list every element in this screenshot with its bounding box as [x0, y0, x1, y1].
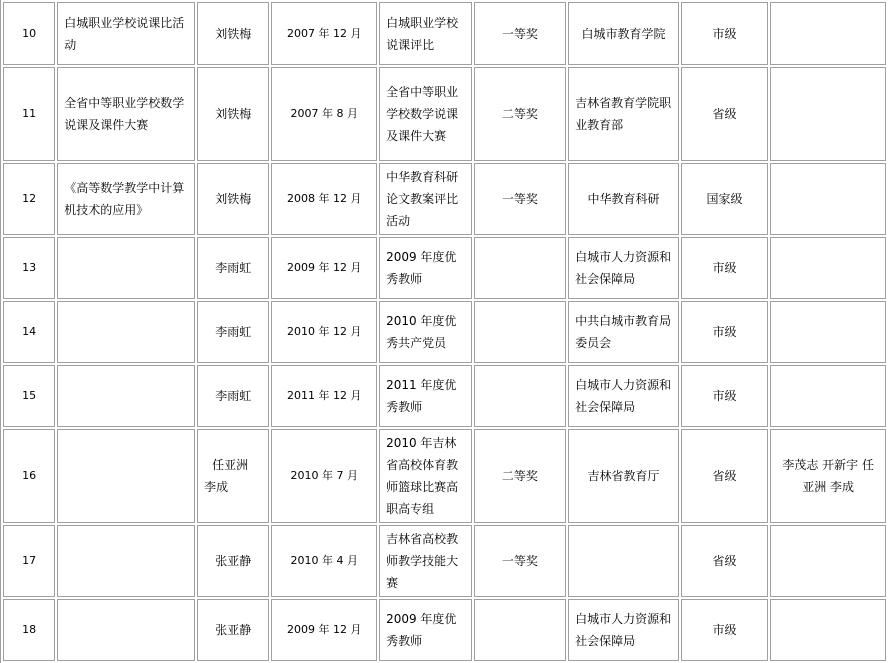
row-number: 16 [3, 429, 55, 523]
activity-cell [57, 237, 195, 299]
table-row [3, 237, 886, 299]
person-cell: 李雨虹 [197, 301, 269, 363]
level-cell: 市级 [681, 237, 769, 299]
activity-cell: 白城职业学校说课比活动 [57, 2, 195, 65]
person-cell [197, 429, 269, 523]
person-cell: 张亚静 [197, 525, 269, 597]
date-cell: 2009 年 12 月 [271, 599, 377, 661]
person-cell: 刘铁梅 [197, 67, 269, 161]
person-cell: 李雨虹 [197, 365, 269, 427]
table-row [3, 525, 886, 597]
level-cell: 省级 [681, 525, 769, 597]
table-row [3, 599, 886, 661]
honor-cell: 全省中等职业学校数学说课及课件大赛 [379, 67, 472, 161]
level-cell: 国家级 [681, 163, 769, 235]
date-cell: 2010 年 12 月 [271, 301, 377, 363]
members-cell [770, 365, 886, 427]
row-number: 10 [3, 2, 55, 65]
award-cell: 一等奖 [474, 163, 567, 235]
row-number: 17 [3, 525, 55, 597]
issuer-cell: 吉林省教育学院职业教育部 [568, 67, 679, 161]
row-number: 13 [3, 237, 55, 299]
activity-cell [57, 599, 195, 661]
honor-cell: 中华教育科研论文教案评比活动 [379, 163, 472, 235]
issuer-cell: 吉林省教育厅 [568, 429, 679, 523]
award-cell: 一等奖 [474, 2, 567, 65]
table-row [3, 67, 886, 161]
award-cell [474, 599, 567, 661]
date-cell: 2009 年 12 月 [271, 237, 377, 299]
date-cell: 2010 年 4 月 [271, 525, 377, 597]
members-cell [770, 67, 886, 161]
person-cell: 刘铁梅 [197, 2, 269, 65]
table-row [3, 301, 886, 363]
level-cell: 市级 [681, 2, 769, 65]
honor-cell: 2009 年度优秀教师 [379, 237, 472, 299]
award-cell [474, 301, 567, 363]
activity-cell: 《高等数学教学中计算机技术的应用》 [57, 163, 195, 235]
row-number: 14 [3, 301, 55, 363]
members-cell [770, 2, 886, 65]
activity-cell: 全省中等职业学校数学说课及课件大赛 [57, 67, 195, 161]
row-number: 12 [3, 163, 55, 235]
members-cell [770, 599, 886, 661]
issuer-cell: 白城市人力资源和社会保障局 [568, 365, 679, 427]
activity-cell [57, 429, 195, 523]
person-cell: 张亚静 [197, 599, 269, 661]
person-name: 李成 [204, 480, 229, 494]
row-number: 18 [3, 599, 55, 661]
honor-cell: 吉林省高校教师教学技能大赛 [379, 525, 472, 597]
honor-cell: 2010 年度优秀共产党员 [379, 301, 472, 363]
person-cell: 李雨虹 [197, 237, 269, 299]
members-cell [770, 301, 886, 363]
award-cell [474, 365, 567, 427]
person-cell: 刘铁梅 [197, 163, 269, 235]
honor-cell: 2011 年度优秀教师 [379, 365, 472, 427]
issuer-cell: 中华教育科研 [568, 163, 679, 235]
activity-cell [57, 301, 195, 363]
honor-cell: 2010 年吉林省高校体育教师篮球比赛高职高专组 [379, 429, 472, 523]
award-cell: 一等奖 [474, 525, 567, 597]
table-row [3, 429, 886, 523]
level-cell: 市级 [681, 365, 769, 427]
table-row [3, 2, 886, 65]
honor-cell: 白城职业学校说课评比 [379, 2, 472, 65]
level-cell: 省级 [681, 429, 769, 523]
activity-cell [57, 525, 195, 597]
issuer-cell [568, 525, 679, 597]
members-cell [770, 163, 886, 235]
person-name: 任亚洲 [212, 458, 249, 472]
table-row [3, 163, 886, 235]
level-cell: 市级 [681, 301, 769, 363]
activity-cell [57, 365, 195, 427]
table-row [3, 365, 886, 427]
row-number: 11 [3, 67, 55, 161]
honor-cell: 2009 年度优秀教师 [379, 599, 472, 661]
members-cell: 李茂志 开新宇 任亚洲 李成 [770, 429, 886, 523]
date-cell: 2010 年 7 月 [271, 429, 377, 523]
date-cell: 2008 年 12 月 [271, 163, 377, 235]
issuer-cell: 白城市人力资源和社会保障局 [568, 599, 679, 661]
level-cell: 省级 [681, 67, 769, 161]
members-cell [770, 237, 886, 299]
issuer-cell: 白城市人力资源和社会保障局 [568, 237, 679, 299]
issuer-cell: 白城市教育学院 [568, 2, 679, 65]
row-number: 15 [3, 365, 55, 427]
award-cell [474, 237, 567, 299]
members-cell [770, 525, 886, 597]
date-cell: 2011 年 12 月 [271, 365, 377, 427]
date-cell: 2007 年 12 月 [271, 2, 377, 65]
award-cell: 二等奖 [474, 429, 567, 523]
issuer-cell: 中共白城市教育局委员会 [568, 301, 679, 363]
date-cell: 2007 年 8 月 [271, 67, 377, 161]
level-cell: 市级 [681, 599, 769, 661]
award-cell: 二等奖 [474, 67, 567, 161]
